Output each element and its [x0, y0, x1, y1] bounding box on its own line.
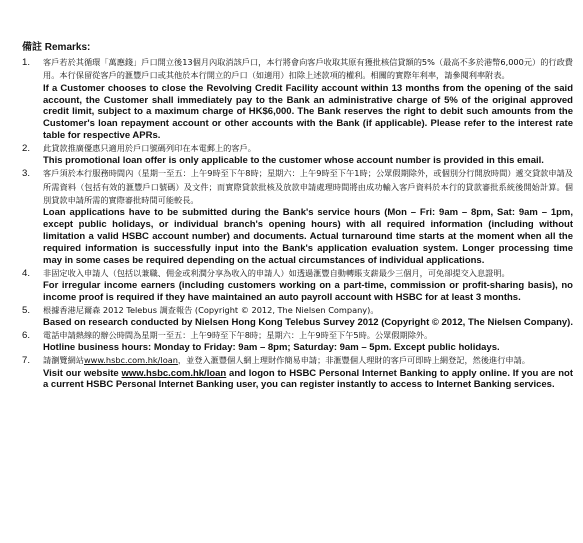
remark-item — [22, 167, 573, 266]
remark-chinese-text: 根據香港尼爾森 2012 Telebus 調查報告 (Copyright © 2012, The Nielsen Company)。 — [43, 304, 379, 315]
remark-number: 3. — [22, 168, 31, 180]
english-text-before-link: Visit our website — [43, 367, 122, 379]
remark-english-text: Hotline business hours: Monday to Friday: 9am – 8pm; Saturday: 9am – 5pm. Except public holidays. — [43, 342, 500, 354]
remark-number: 2. — [22, 143, 31, 155]
remark-item — [22, 329, 573, 354]
remark-number: 5. — [22, 304, 31, 316]
remark-english-text: If a Customer chooses to close the Revolving Credit Facility account within 13 months from the opening of the said account, the Customer shall immediately pay to the Bank an administrative charge of 5% of the original approved credit limit, subject to a maximum charge of HK$6,000. The Bank reserves the right to debit such amounts from the Customer's loan repayment account or other accounts with the Bank (if applicable). Please refer to the interest rate table for respective APRs. — [43, 82, 573, 142]
remark-chinese-text — [43, 354, 573, 367]
remarks-list — [22, 56, 573, 391]
remark-chinese-text: 電話申請熱線的辦公時間為星期一至五：上午9時至下午8時；星期六：上午9時至下午5時。公眾假期除外。 — [43, 330, 433, 341]
remark-item — [22, 304, 573, 329]
remark-number: 4. — [22, 267, 31, 279]
remark-item — [22, 142, 573, 167]
remark-number: 1. — [22, 57, 31, 68]
chinese-text-after-link: ，並登入滙豐個人網上理財作簡易申請；非滙豐個人理財的客戶可即時上網登記，然後進行申請。 — [177, 355, 530, 366]
remark-english-text — [43, 368, 573, 392]
english-text-after-link: and logon to HSBC Personal Internet Banking to apply online. If you are not a current HSBC Personal Internet Banking user, you can register instantly to access to Internet Banking services. — [43, 367, 573, 391]
remark-number: 6. — [22, 330, 31, 342]
remark-item — [22, 267, 573, 304]
remark-chinese-text: 此貸款推廣優惠只適用於戶口號碼列印在本電郵上的客戶。 — [43, 143, 256, 154]
remark-item — [22, 56, 573, 142]
chinese-text-before-link: 請瀏覽網站 — [43, 355, 84, 366]
remark-english-text: This promotional loan offer is only applicable to the customer whose account number is provided in this email. — [43, 155, 544, 167]
remark-chinese-text: 客戶若於其循環「萬應錢」戶口開立後13個月內取消該戶口，本行將會向客戶收取其原有獲批核信貸額的5%（最高不多於港幣6,000元）的行政費用。本行保留從客戶的滙豐戶口或其他於本行開立的戶口（如適用）扣除上述款項的權利。相關的實際年利率，請參閱利率附表。 — [43, 57, 573, 81]
remark-english-text: For irregular income earners (including customers working on a part-time, commission or profit-sharing basis), no income proof is required if they have maintained an auto payroll account with HSBC for at least 3 months. — [43, 280, 573, 303]
loan-website-link-english[interactable]: www.hsbc.com.hk/loan — [121, 367, 227, 379]
remark-english-text: Based on research conducted by Nielsen Hong Kong Telebus Survey 2012 (Copyright © 2012, The Nielsen Company). — [43, 317, 573, 329]
remark-item — [22, 354, 573, 391]
remark-english-text: Loan applications have to be submitted during the Bank's service hours (Mon – Fri: 9am – 8pm, Sat: 9am – 1pm, except public holidays, or individual branch's opening hours) with all required information (including without limitation a valid HSBC account number) and documents. Actual turnaround time starts at the moment when all the required information is successfully input into the Bank's application evaluation system. Longer processing time may in some cases be required depending on the actual circumstances of individual applications. — [43, 207, 573, 266]
loan-website-link-chinese[interactable]: www.hsbc.com.hk/loan — [83, 355, 178, 366]
remark-chinese-text: 客戶須於本行服務時間內（星期一至五：上午9時至下午8時；星期六：上午9時至下午1時；公眾假期除外，或個別分行開放時間）遞交貸款申請及所需資料（包括有效的滙豐戶口號碼）及文件；而實際貸款批核及放款申請處理時間將由成功輸入客戶資料於本行的貸款審批系統後開始計算。個別貸款申請所需的實際審批時間可能較長。 — [43, 168, 573, 205]
remark-chinese-text: 非固定收入申請人（包括以兼職、佣金或利潤分享為收入的申請人）如透過滙豐自動轉賬支薪最少三個月，可免卻提交入息證明。 — [43, 267, 510, 278]
remark-number: 7. — [22, 355, 31, 367]
remarks-title: 備註 Remarks: — [22, 42, 91, 53]
